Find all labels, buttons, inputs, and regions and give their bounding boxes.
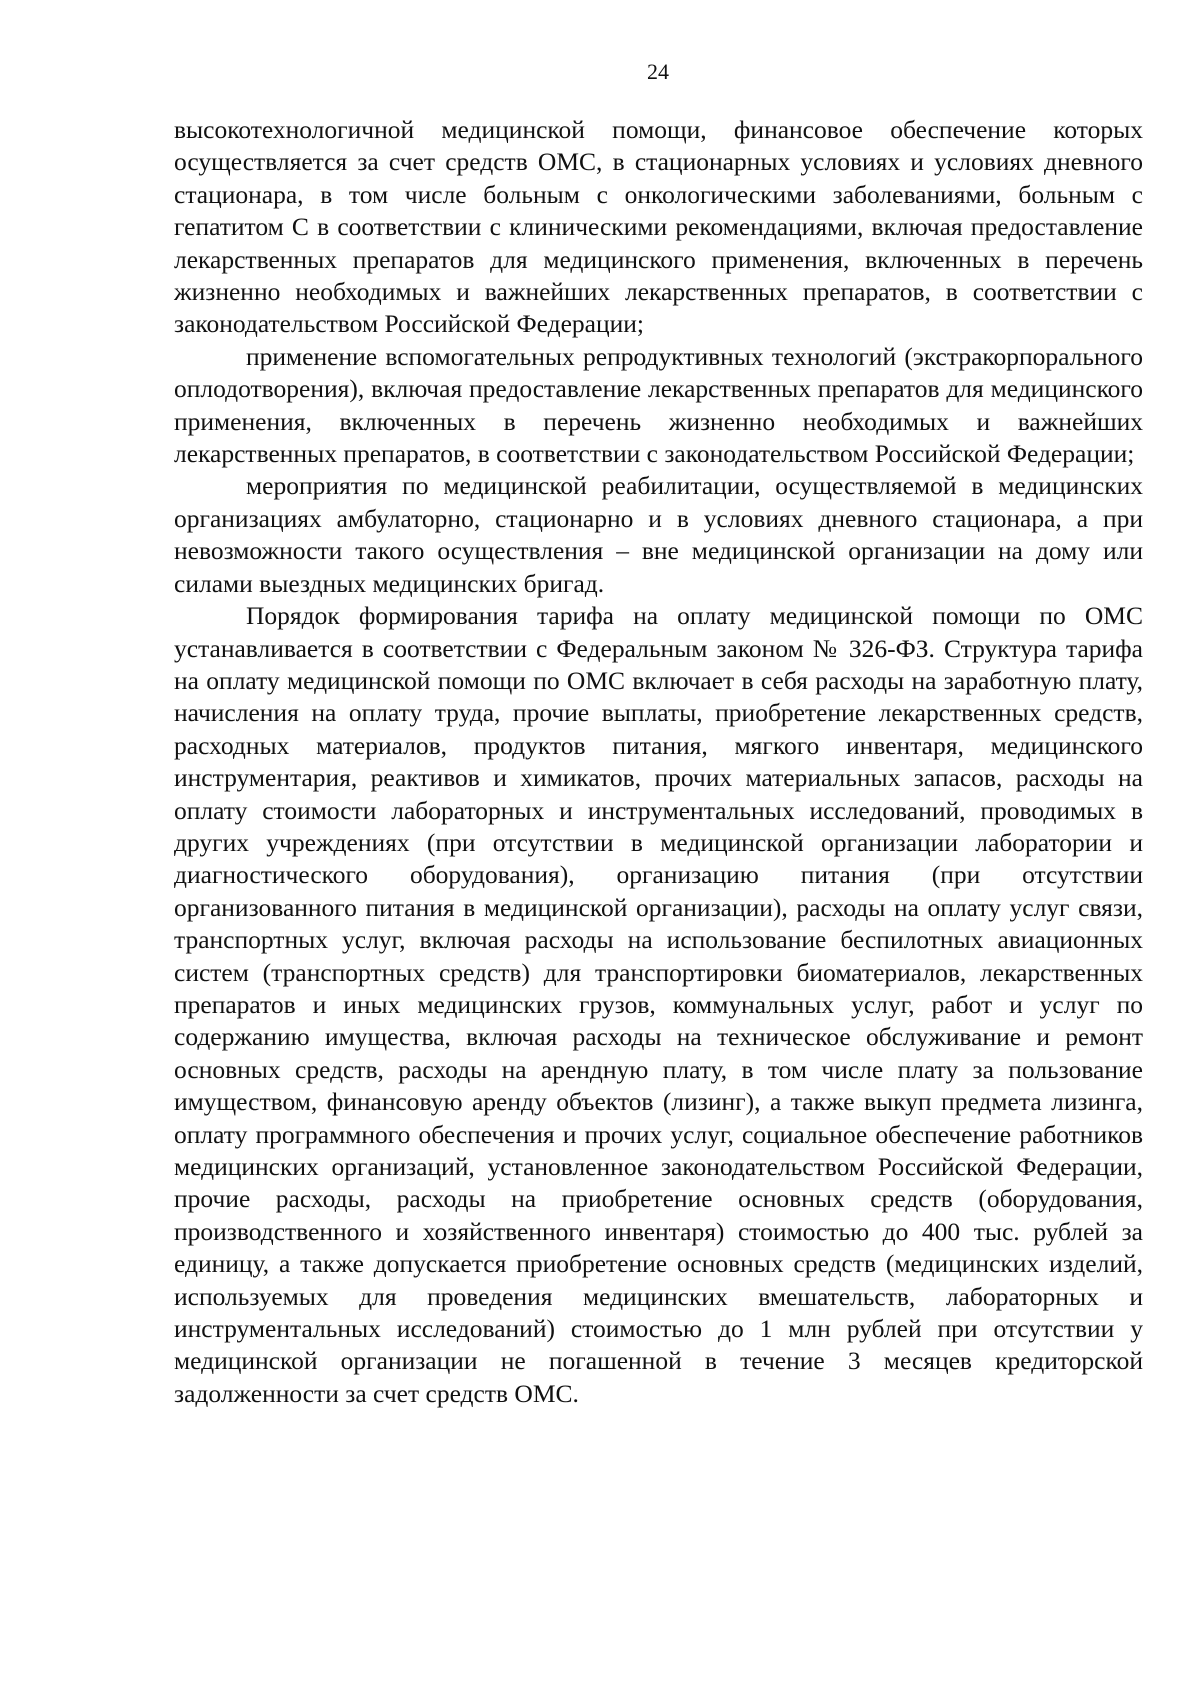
paragraph-ivf: применение вспомогательных репродуктивных технологий (экстракорпорального оплодотворения), включая предоставление лекарственных препаратов для медицинского применения, включенных в перечень жизненно необходимых и важнейших лекарственных препаратов, в соответствии с законодательством Российской Федерации; — [174, 341, 1143, 469]
document-body — [174, 114, 1143, 1410]
paragraph-tariff-structure: Порядок формирования тарифа на оплату медицинской помощи по ОМС устанавливается в соответствии с Федеральным законом № 326-ФЗ. Структура тарифа на оплату медицинской помощи по ОМС включает в себя расходы на заработную плату, начисления на оплату труда, прочие выплаты, приобретение лекарственных средств, расходных материалов, продуктов питания, мягкого инвентаря, медицинского инструментария, реактивов и химикатов, прочих материальных запасов, расходы на оплату стоимости лабораторных и инструментальных исследований, проводимых в других учреждениях (при отсутствии в медицинской организации лаборатории и диагностического оборудования), организацию питания (при отсутствии организованного питания в медицинской организации), расходы на оплату услуг связи, транспортных услуг, включая расходы на использование беспилотных авиационных систем (транспортных средств) для транспортировки биоматериалов, лекарственных препаратов и иных медицинских грузов, коммунальных услуг, работ и услуг по содержанию имущества, включая расходы на техническое обслуживание и ремонт основных средств, расходы на арендную плату, в том числе плату за пользование имуществом, финансовую аренду объектов (лизинг), а также выкуп предмета лизинга, оплату программного обеспечения и прочих услуг, социальное обеспечение работников медицинских организаций, установленное законодательством Российской Федерации, прочие расходы, расходы на приобретение основных средств (оборудования, производственного и хозяйственного инвентаря) стоимостью до 400 тыс. рублей за единицу, а также допускается приобретение основных средств (медицинских изделий, используемых для проведения медицинских вмешательств, лабораторных и инструментальных исследований) стоимостью до 1 млн рублей при отсутствии у медицинской организации не погашенной в течение 3 месяцев кредиторской задолженности за счет средств ОМС. — [174, 601, 1143, 1408]
paragraph-rehabilitation: мероприятия по медицинской реабилитации, осуществляемой в медицинских организациях амбулаторно, стационарно и в условиях дневного стационара, а при невозможности такого осуществления – вне медицинской организации на дому или силами выездных медицинских бригад. — [174, 471, 1143, 598]
paragraph-hitech-care: высокотехнологичной медицинской помощи, финансовое обеспечение которых осуществляется за счет средств ОМС, в стационарных условиях и условиях дневного стационара, в том числе больным с онкологическими заболеваниями, больным с гепатитом С в соответствии с клиническими рекомендациями, включая предоставление лекарственных препаратов для медицинского применения, включенных в перечень жизненно необходимых и важнейших лекарственных препаратов, в соответствии с законодательством Российской Федерации; — [174, 115, 1143, 339]
page-number: 24 — [647, 59, 669, 84]
